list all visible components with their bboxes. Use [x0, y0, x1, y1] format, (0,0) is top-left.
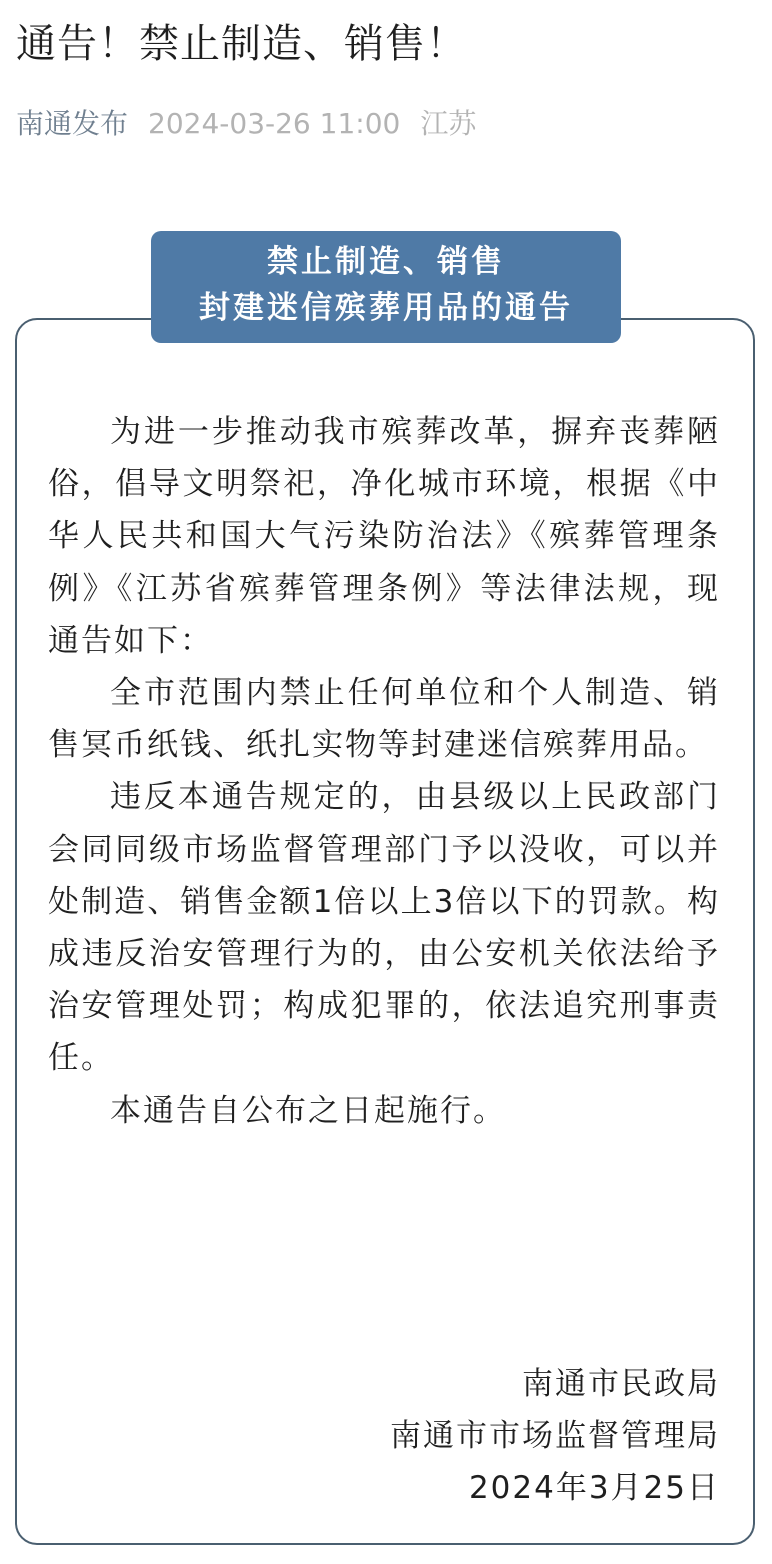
signature-org-market-supervision: 南通市市场监督管理局	[390, 1418, 720, 1454]
article-meta	[16, 102, 476, 146]
article-date: 2024-03-26 11:00	[148, 107, 401, 140]
notice-body	[48, 406, 720, 1137]
notice-paragraph-penalty: 违反本通告规定的，由县级以上民政部门会同同级市场监督管理部门予以没收，可以并处制造、销售金额1倍以上3倍以下的罚款。构成违反治安管理行为的，由公安机关依法给予治安管理处罚；构成犯罪的，依法追究刑事责任。	[48, 779, 720, 1077]
signature-date: 2024年3月25日	[468, 1470, 720, 1506]
notice-title-banner	[151, 231, 621, 343]
notice-title-line-1: 禁止制造、销售	[267, 244, 505, 280]
article-author-link[interactable]: 南通发布	[16, 107, 129, 140]
notice-signature	[390, 1358, 720, 1514]
notice-paragraph-prohibition: 全市范围内禁止任何单位和个人制造、销售冥币纸钱、纸扎实物等封建迷信殡葬用品。	[48, 675, 720, 764]
notice-title-line-2: 封建迷信殡葬用品的通告	[199, 290, 573, 326]
signature-org-civil-affairs: 南通市民政局	[522, 1366, 720, 1402]
article-title: 通告！禁止制造、销售！	[16, 21, 467, 67]
article-location: 江苏	[420, 107, 477, 140]
notice-paragraph-preamble: 为进一步推动我市殡葬改革，摒弃丧葬陋俗，倡导文明祭祀，净化城市环境，根据《中华人民共和国大气污染防治法》《殡葬管理条例》《江苏省殡葬管理条例》等法律法规，现通告如下：	[48, 414, 720, 659]
notice-paragraph-effective: 本通告自公布之日起施行。	[110, 1092, 506, 1129]
